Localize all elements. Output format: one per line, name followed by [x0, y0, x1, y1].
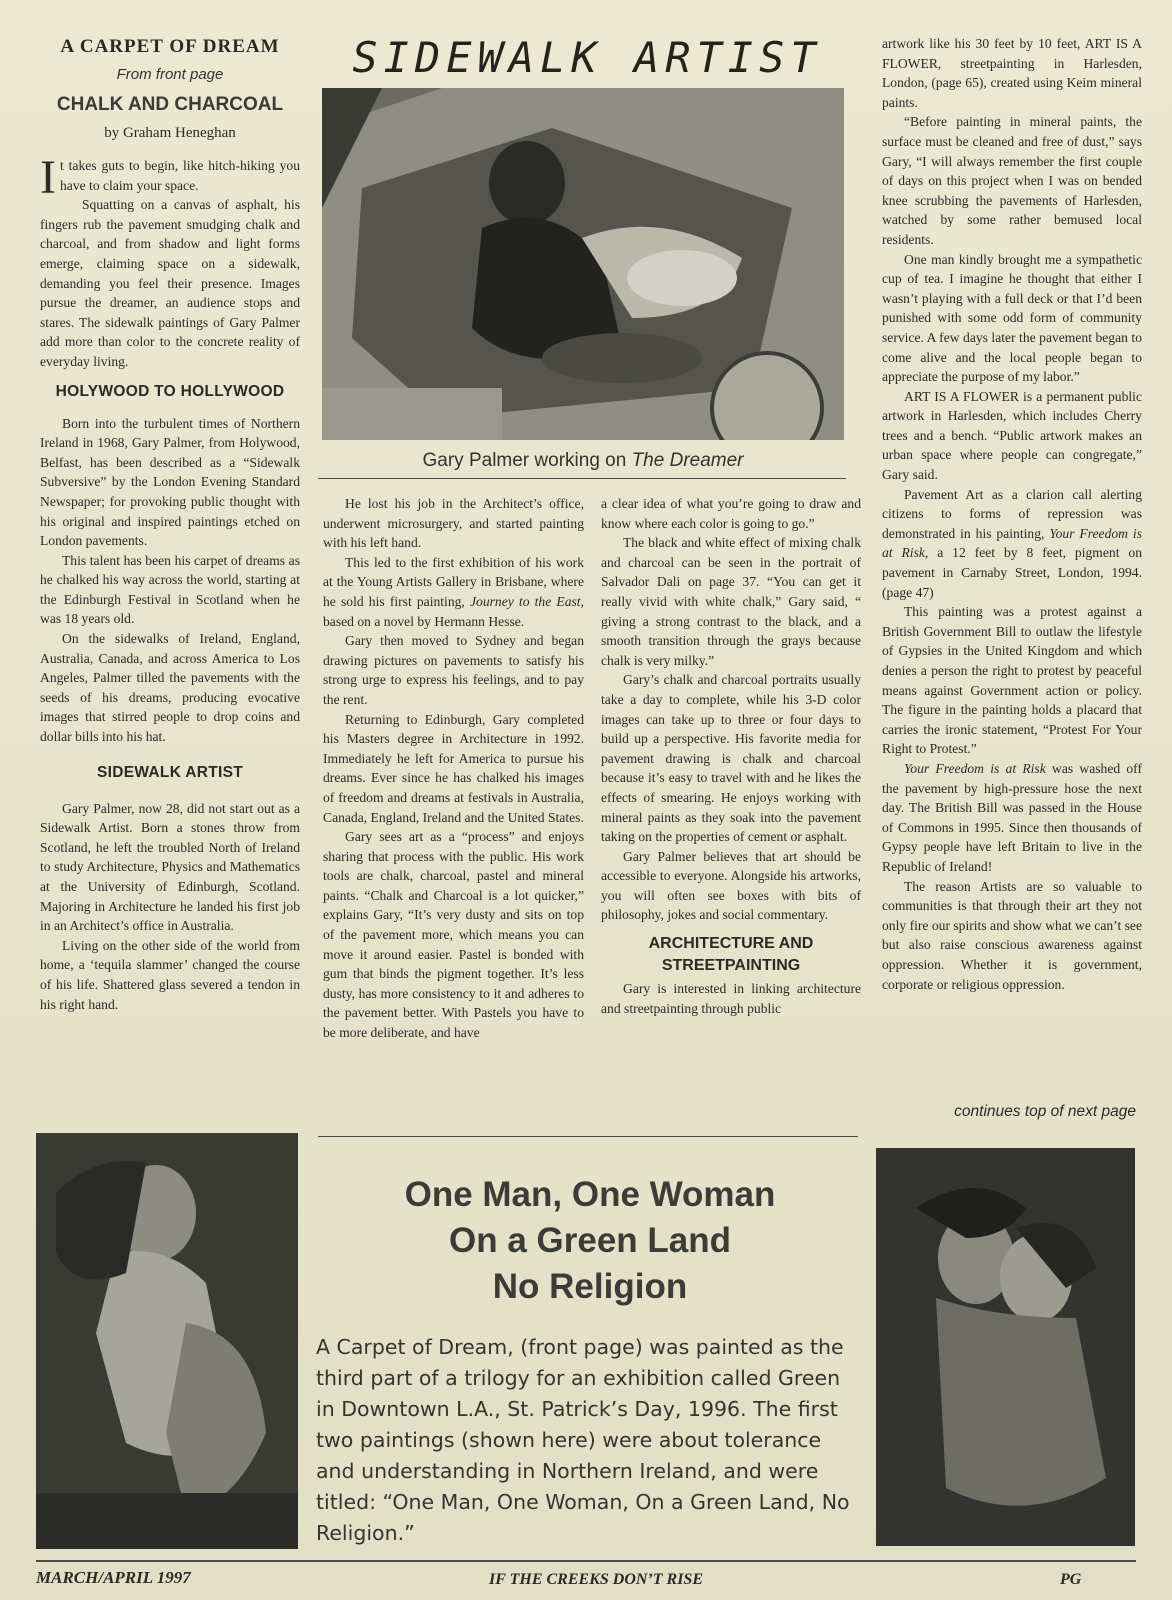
painting-couple-illustration	[876, 1148, 1135, 1546]
work-title: Journey to the East	[469, 593, 581, 609]
section-heading: HOLYWOOD TO HOLLYWOOD	[55, 382, 285, 400]
paragraph: Returning to Edinburgh, Gary completed his Masters degree in Architecture in 1992. Immediately he left for America to pursue his dreams. Ever since he has chalked his images of freedom and dreams at festivals in Australia, Canada, England, Ireland and the United States.	[323, 711, 584, 825]
paragraph: Gary is interested in linking architecture and streetpainting through public	[601, 981, 861, 1016]
divider	[318, 478, 846, 479]
article-subtitle: CHALK AND CHARCOAL	[56, 94, 284, 115]
paragraph-text: was washed off the pavement by high-pressure hose the next day. The British Bill was passed in the House of Commons in 1995. Since then thousands of Gypsy people have left Britain to live in the Republic of Ireland!	[882, 760, 1142, 874]
paragraph: a clear idea of what you’re going to draw and know where each color is going to go.”	[601, 496, 861, 531]
paragraph: Gary’s chalk and charcoal portraits usually take a day to complete, while his 3-D color images can take up to three or four days to build up a perspective. His favorite media for pavement drawing is chalk and charcoal because it’s easy to travel with and he likes the effects of smearing. He enjoys working with mineral paints as they soak into the pavement taking on the properties of cement or asphalt.	[601, 672, 861, 845]
byline: by Graham Heneghan	[104, 125, 236, 141]
paragraph: Living on the other side of the world from home, a ‘tequila slammer’ changed the course of his life. Shattered glass severed a tendon in his right hand.	[40, 937, 300, 1012]
article-column-1	[40, 34, 300, 1014]
lead-paragraph	[40, 151, 300, 204]
article-column-2	[323, 494, 584, 1043]
painting-left	[36, 1133, 298, 1549]
footer-date: MARCH/APRIL 1997	[36, 1568, 191, 1587]
paragraph: Gary sees art as a “process” and enjoys sharing that process with the public. His work tools are chalk, charcoal, pastel and mineral paints. “Chalk and Charcoal is a lot quicker,” explains Gary, “It’s very dusty and sits on top of the pavement more, which means you can move it around easier. Pastel is bonded with gum that binds the pigment together. It’s less dusty, has more consistency to it and adheres to the pavement better. With Pastels you have to be more deliberate, and have	[323, 829, 584, 1041]
paragraph: Gary Palmer believes that art should be accessible to everyone. Alongside his artworks, you will often see boxes with bits of philosophy, jokes and social commentary.	[601, 848, 861, 923]
page-title: SIDEWALK ARTIST	[352, 33, 822, 82]
sidebar-headline	[320, 1172, 860, 1310]
painting-right	[876, 1148, 1135, 1546]
paragraph: Gary then moved to Sydney and began drawing pictures on pavements to satisfy his strong urge to express his feelings, and to pay the rent.	[323, 633, 584, 707]
divider	[318, 1136, 858, 1137]
paragraph-text: , based on a novel by Hermann Hesse.	[323, 593, 584, 629]
photo-gary-palmer-working	[322, 88, 844, 440]
sidebar-body: A Carpet of Dream, (front page) was painted as the third part of a trilogy for an exhibition called Green in Downtown L.A., St. Patrick’s Day, 1996. The first two paintings (shown here) were about tolerance and understanding in Northern Ireland, and were titled: “One Man, One Woman, On a Green Land, No Religion.”	[316, 1335, 850, 1545]
article-column-3	[601, 494, 861, 1018]
paragraph: “Before painting in mineral paints, the surface must be cleaned and free of dust,” says Gary, “I will always remember the first couple of days on this project when I was on bended knee scrubbing the pavements of Harlesden, watched by some rather bemused local residents.	[882, 114, 1142, 247]
caption-work-title: The Dreamer	[631, 450, 744, 471]
photo-illustration	[322, 88, 844, 440]
from-front-page-note: From front page	[116, 66, 224, 83]
headline-line: No Religion	[492, 1267, 688, 1306]
paragraph: On the sidewalks of Ireland, England, Australia, Canada, and across America to Los Angeles, Palmer tilled the pavements with the seeds of his dreams, producing evocative images that stirred people to drop coins and dollar bills into his hat.	[40, 631, 300, 745]
caption-text: Gary Palmer working on	[422, 450, 632, 471]
section-heading: SIDEWALK ARTIST	[96, 763, 243, 781]
paragraph: This painting was a protest against a British Government Bill to outlaw the lifestyle of Gypsies in the United Kingdom and which denies a person the right to protest by peaceful means against Government action or policy. The figure in the painting holds a placard that carries the ironic statement, “Protest For Your Right to Protest.”	[882, 604, 1142, 757]
paragraph: The black and white effect of mixing chalk and charcoal can be seen in the portrait of Salvador Dali on page 37. “You can get it really vivid with white chalk,” Gary said, “ giving a strong contrast to the black, and a smooth transition through the grays because chalk is very milky.”	[601, 535, 861, 668]
continues-note[interactable]: continues top of next page	[954, 1103, 1136, 1120]
paragraph: Born into the turbulent times of Northern Ireland in 1968, Gary Palmer, from Holywood, Belfast, has been described as a “Sidewalk Subversive” by the London Evening Standard Newspaper; for provoking public thought with his original and inspired paintings etched on London pavements.	[40, 415, 300, 549]
headline-line: One Man, One Woman	[404, 1175, 776, 1214]
paragraph: Gary Palmer, now 28, did not start out as a Sidewalk Artist. Born a stones throw from Scotland, he left the troubled North of Ireland to study Architecture, Physics and Mathematics at the University of Edinburgh, Scotland. Majoring in Architecture he landed his first job in an Architect’s office in Australia.	[40, 800, 300, 934]
section-heading: ARCHITECTURE AND STREETPAINTING	[648, 935, 814, 975]
paragraph	[323, 553, 584, 631]
footer-publication: IF THE CREEKS DON’T RISE	[489, 1571, 703, 1588]
paragraph: The reason Artists are so valuable to communities is that through their art they not only fire our spirits and show what we can’t see but also raise conscious awareness against oppression. Whether it is government, corporate or religious oppression.	[882, 878, 1142, 992]
paragraph: Squatting on a canvas of asphalt, his fingers rub the pavement smudging chalk and charcoal, and from shadow and light forms emerge, claiming space on a sidewalk, demanding you feel their presence. Images pursue the dreamer, an audience stops and stares. The sidewalk paintings of Gary Palmer add more than color to the concrete reality of everyday living.	[40, 197, 300, 369]
paragraph: He lost his job in the Architect’s office, underwent microsurgery, and started painting with his left hand.	[323, 496, 584, 551]
paragraph	[882, 485, 1142, 603]
article-column-4	[882, 34, 1142, 994]
paragraph: artwork like his 30 feet by 10 feet, ART IS A FLOWER, streetpainting in Harlesden, London, (page 65), created using Keim mineral paints.	[882, 36, 1142, 110]
paragraph: One man kindly brought me a sympathetic cup of tea. I imagine he thought that either I wasn’t playing with a full deck or that I’d been punished with some odd form of community service. A few days later the pavement began to come alive and the local people began to appreciate the purpose of my labor.”	[882, 251, 1142, 385]
paragraph: t takes guts to begin, like hitch-hiking you have to claim your space.	[59, 158, 300, 193]
paragraph: ART IS A FLOWER is a permanent public artwork in Harlesden, which includes Cherry trees and a bench. “Public artwork makes an urban space where people can congregate,” Gary said.	[882, 388, 1142, 483]
footer-rule	[36, 1560, 1136, 1562]
work-title: Your Freedom is at Risk	[904, 760, 1046, 776]
paragraph-text: This led to the first exhibition of his work at the Young Artists Gallery in Brisbane, where he sold his first painting,	[323, 554, 584, 609]
article-kicker: A CARPET OF DREAM	[60, 36, 280, 57]
footer-page: PG	[1060, 1571, 1082, 1588]
paragraph: This talent has been his carpet of dreams as he chalked his way across the world, starting at the Edinburgh Festival in Scotland when he was 18 years old.	[40, 552, 300, 627]
headline-line: On a Green Land	[449, 1221, 731, 1260]
work-title: Your Freedom is at Risk	[882, 525, 1142, 561]
painting-figure-illustration	[36, 1133, 298, 1549]
paragraph-text: Pavement Art as a clarion call alerting citizens to forms of repression was demonstrated in his painting,	[882, 486, 1142, 541]
paragraph	[882, 759, 1142, 877]
paragraph-text: , a 12 feet by 8 feet, pigment on pavement in Carnaby Street, London, 1994.(page 47)	[882, 545, 1142, 600]
drop-cap: I	[40, 151, 56, 204]
photo-caption	[322, 446, 844, 476]
